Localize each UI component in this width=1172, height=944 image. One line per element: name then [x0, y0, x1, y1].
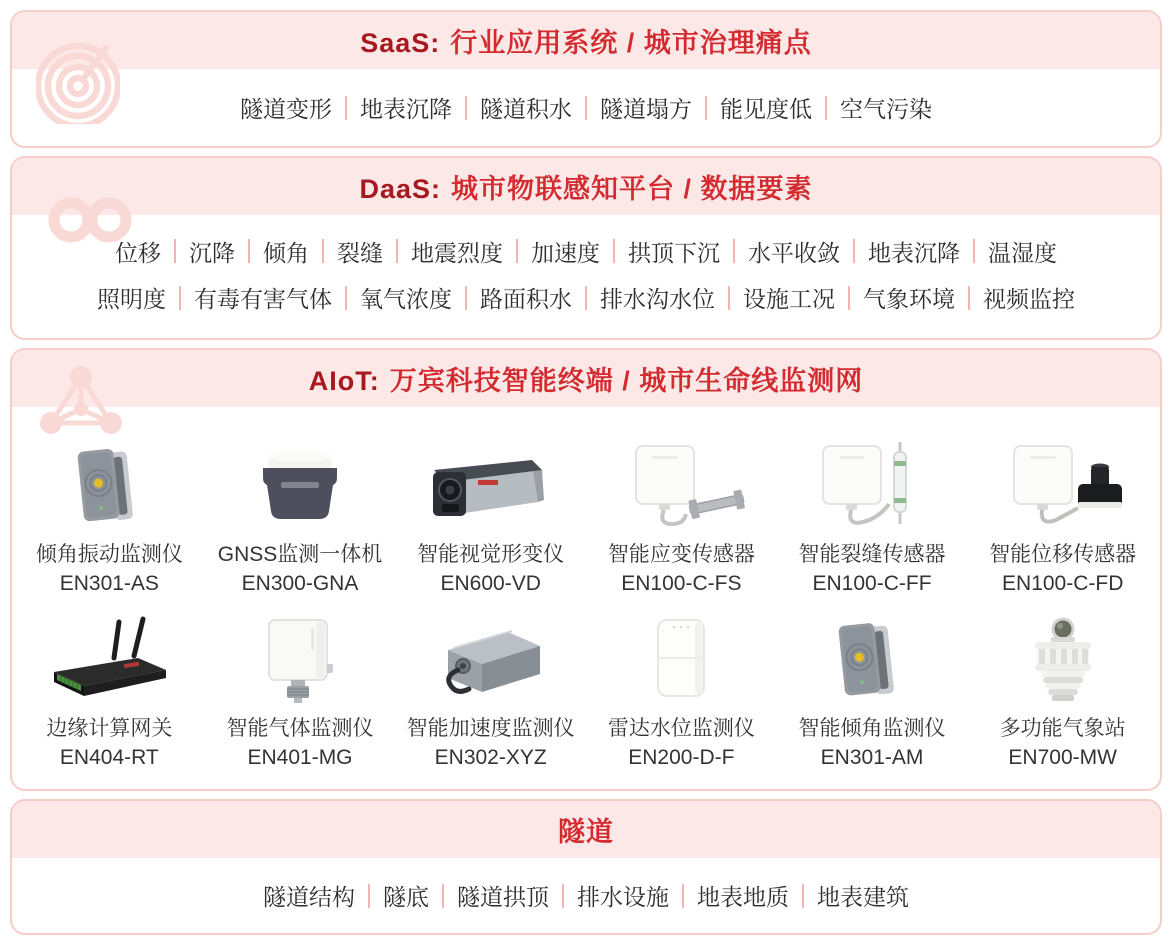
product-card	[395, 608, 586, 772]
radar-water-level-image	[596, 608, 766, 710]
daas-body	[12, 215, 1160, 338]
tag: 拱顶下沉	[628, 239, 720, 266]
crack-sensor-image	[787, 434, 957, 536]
tag: 温湿度	[988, 239, 1057, 266]
product-row-2	[12, 598, 1160, 772]
product-name: 智能倾角监测仪	[798, 717, 946, 740]
displacement-sensor-image	[978, 434, 1148, 536]
product-name: 智能应变传感器	[607, 543, 755, 566]
tag-separator	[368, 884, 370, 908]
tunnel-title	[558, 810, 614, 849]
product-card	[205, 608, 396, 772]
product-model: EN100-C-FD	[1002, 572, 1124, 595]
tag-separator	[174, 239, 176, 263]
daas-tag-row-1	[12, 235, 1160, 268]
product-card	[586, 608, 777, 772]
tag-separator	[973, 239, 975, 263]
tag-separator	[733, 239, 735, 263]
tag-separator	[396, 239, 398, 263]
tag-separator	[728, 286, 730, 310]
tag-separator	[682, 884, 684, 908]
tag: 地震烈度	[411, 239, 503, 266]
tag: 能见度低	[720, 96, 812, 122]
tunnel-body	[12, 858, 1160, 933]
gnss-monitor-image	[215, 434, 385, 536]
product-model: EN700-MW	[1008, 746, 1117, 769]
product-card	[967, 434, 1158, 598]
weather-station-image	[978, 608, 1148, 710]
daas-title-prefix: DaaS:	[359, 174, 441, 204]
tunnel-header	[12, 801, 1160, 858]
tag: 气象环境	[863, 286, 955, 313]
daas-title-main: 城市物联感知平台 / 数据要素	[451, 174, 813, 204]
tag: 隧底	[383, 884, 429, 910]
tag: 排水沟水位	[600, 286, 715, 313]
daas-section	[10, 156, 1162, 340]
tunnel-title-text: 隧道	[558, 817, 614, 847]
saas-section	[10, 10, 1162, 148]
tag-separator	[465, 286, 467, 310]
saas-title-prefix: SaaS:	[360, 28, 441, 58]
saas-header	[12, 12, 1160, 69]
tunnel-tag-row	[12, 879, 1160, 912]
product-name: 雷达水位监测仪	[607, 717, 755, 740]
tag: 沉降	[189, 239, 235, 266]
strain-sensor-image	[596, 434, 766, 536]
tag: 倾角	[263, 239, 309, 266]
tag-separator	[585, 96, 587, 120]
saas-title	[360, 21, 812, 60]
tag: 水平收敛	[748, 239, 840, 266]
saas-title-main: 行业应用系统 / 城市治理痛点	[450, 28, 812, 58]
tilt-monitor-image	[787, 608, 957, 710]
tag-separator	[853, 239, 855, 263]
edge-gateway-image	[24, 608, 194, 710]
aiot-title	[309, 359, 864, 398]
tag-separator	[562, 884, 564, 908]
tag-separator	[585, 286, 587, 310]
product-card	[967, 608, 1158, 772]
gas-monitor-image	[215, 608, 385, 710]
tilt-vibration-monitor-image	[24, 434, 194, 536]
tag: 空气污染	[840, 96, 932, 122]
product-model: EN401-MG	[247, 746, 353, 769]
tag: 隧道拱顶	[457, 884, 549, 910]
vision-camera-image	[406, 434, 576, 536]
product-model: EN100-C-FS	[621, 572, 742, 595]
tag: 地表地质	[697, 884, 789, 910]
product-model: EN301-AM	[820, 746, 924, 769]
tag: 地表建筑	[817, 884, 909, 910]
product-model: EN404-RT	[59, 746, 159, 769]
tag-separator	[179, 286, 181, 310]
tag-separator	[248, 239, 250, 263]
product-model: EN301-AS	[59, 572, 159, 595]
tag-separator	[825, 96, 827, 120]
product-name: 倾角振动监测仪	[35, 543, 183, 566]
product-card	[14, 434, 205, 598]
product-name: 智能气体监测仪	[226, 717, 374, 740]
aiot-header	[12, 350, 1160, 407]
product-name: 智能裂缝传感器	[798, 543, 946, 566]
product-card	[395, 434, 586, 598]
product-name: 智能位移传感器	[989, 543, 1137, 566]
product-card	[205, 434, 396, 598]
product-card	[777, 434, 968, 598]
tag-separator	[705, 96, 707, 120]
product-model: EN302-XYZ	[434, 746, 547, 769]
tag: 照明度	[97, 286, 166, 313]
product-name: 边缘计算网关	[46, 717, 173, 740]
product-model: EN600-VD	[440, 572, 541, 595]
product-name: 智能视觉形变仪	[417, 543, 565, 566]
tag: 隧道结构	[263, 884, 355, 910]
daas-tag-row-2	[12, 281, 1160, 314]
tag: 加速度	[531, 239, 600, 266]
tunnel-section	[10, 799, 1162, 935]
aiot-section	[10, 348, 1162, 791]
aiot-title-prefix: AIoT:	[308, 366, 380, 396]
tag: 隧道变形	[240, 96, 332, 122]
tag: 有毒有害气体	[194, 286, 332, 313]
tag: 视频监控	[983, 286, 1075, 313]
aiot-body	[12, 407, 1160, 789]
tag-separator	[345, 96, 347, 120]
tag-separator	[613, 239, 615, 263]
product-card	[14, 608, 205, 772]
product-name: 多功能气象站	[999, 717, 1126, 740]
product-model: EN200-D-F	[628, 746, 735, 769]
tag-separator	[516, 239, 518, 263]
product-model: EN100-C-FF	[812, 572, 932, 595]
tag: 设施工况	[743, 286, 835, 313]
tag-separator	[442, 884, 444, 908]
tag: 排水设施	[577, 884, 669, 910]
tag-separator	[465, 96, 467, 120]
tag-separator	[968, 286, 970, 310]
tag-separator	[848, 286, 850, 310]
daas-header	[12, 158, 1160, 215]
tag-separator	[802, 884, 804, 908]
tag-separator	[322, 239, 324, 263]
saas-body	[12, 69, 1160, 146]
tag: 地表沉降	[360, 96, 452, 122]
tag: 地表沉降	[868, 239, 960, 266]
product-card	[777, 608, 968, 772]
tag: 裂缝	[337, 239, 383, 266]
product-name: GNSS监测一体机	[217, 543, 383, 566]
tag: 隧道积水	[480, 96, 572, 122]
tag: 路面积水	[480, 286, 572, 313]
product-model: EN300-GNA	[241, 572, 359, 595]
tag: 隧道塌方	[600, 96, 692, 122]
product-row-1	[12, 424, 1160, 598]
product-name: 智能加速度监测仪	[406, 717, 575, 740]
saas-tag-row	[12, 91, 1160, 124]
accelerometer-image	[406, 608, 576, 710]
aiot-title-main: 万宾科技智能终端 / 城市生命线监测网	[389, 366, 864, 396]
tag-separator	[345, 286, 347, 310]
tag: 位移	[115, 239, 161, 266]
tag: 氧气浓度	[360, 286, 452, 313]
product-card	[586, 434, 777, 598]
daas-title	[359, 167, 812, 206]
